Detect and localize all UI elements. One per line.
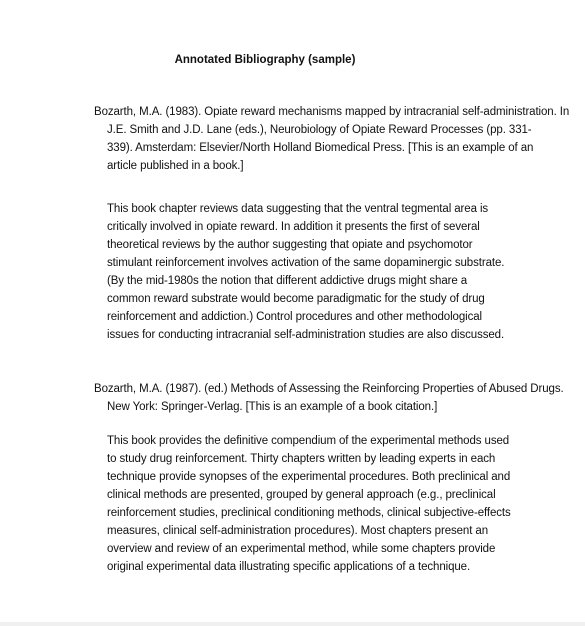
entry-2-annotation-line-3: technique provide synopses of the experimental procedures. Both preclinical and xyxy=(107,471,511,483)
entry-1-annotation-line-4: stimulant reinforcement involves activation of the same dopaminergic substrate. xyxy=(107,257,505,269)
entry-2-annotation-line-8: original experimental data illustrating specific applications of a technique. xyxy=(107,561,471,573)
entry-1-citation-line-4: article published in a book.] xyxy=(107,160,244,172)
page-bottom-divider xyxy=(0,622,585,626)
entry-2-annotation-line-4: clinical methods are presented, grouped by general approach (e.g., preclinical xyxy=(107,489,496,501)
entry-2-annotation-line-5: reinforcement studies, preclinical conditioning methods, clinical subjective-effects xyxy=(107,507,511,519)
entry-2-annotation-line-6: measures, clinical self-administration procedures). Most chapters present an xyxy=(107,525,489,537)
entry-1-citation-line-3: 339). Amsterdam: Elsevier/North Holland Biomedical Press. [This is an example of an xyxy=(107,142,534,154)
entry-2-citation-line-1: Bozarth, M.A. (1987). (ed.) Methods of Assessing the Reinforcing Properties of Abused Drugs. xyxy=(94,383,564,395)
entry-1-annotation-line-7: reinforcement and addiction.) Control procedures and other methodological xyxy=(107,311,482,323)
entry-1-annotation-line-5: (By the mid-1980s the notion that different addictive drugs might share a xyxy=(107,275,468,287)
entry-1-annotation-line-2: critically involved in opiate reward. In addition it presents the first of several xyxy=(107,221,480,233)
entry-2-annotation-line-2: to study drug reinforcement. Thirty chapters written by leading experts in each xyxy=(107,453,496,465)
entry-2-annotation-line-1: This book provides the definitive compendium of the experimental methods used xyxy=(107,435,510,447)
entry-1-annotation-line-8: issues for conducting intracranial self-administration studies are also discussed. xyxy=(107,329,505,341)
entry-1-citation-line-2: J.E. Smith and J.D. Lane (eds.), Neurobiology of Opiate Reward Processes (pp. 331- xyxy=(107,124,532,136)
entry-2-annotation-line-7: overview and review of an experimental method, while some chapters provide xyxy=(107,543,496,555)
entry-1-annotation-line-6: common reward substrate would become paradigmatic for the study of drug xyxy=(107,293,485,305)
entry-1-annotation-line-1: This book chapter reviews data suggesting that the ventral tegmental area is xyxy=(107,203,489,215)
entry-1-annotation-line-3: theoretical reviews by the author suggesting that opiate and psychomotor xyxy=(107,239,473,251)
entry-2-citation-line-2: New York: Springer-Verlag. [This is an example of a book citation.] xyxy=(107,401,438,413)
document-title: Annotated Bibliography (sample) xyxy=(174,54,356,66)
entry-1-citation-line-1: Bozarth, M.A. (1983). Opiate reward mechanisms mapped by intracranial self-administration. In xyxy=(94,106,570,118)
